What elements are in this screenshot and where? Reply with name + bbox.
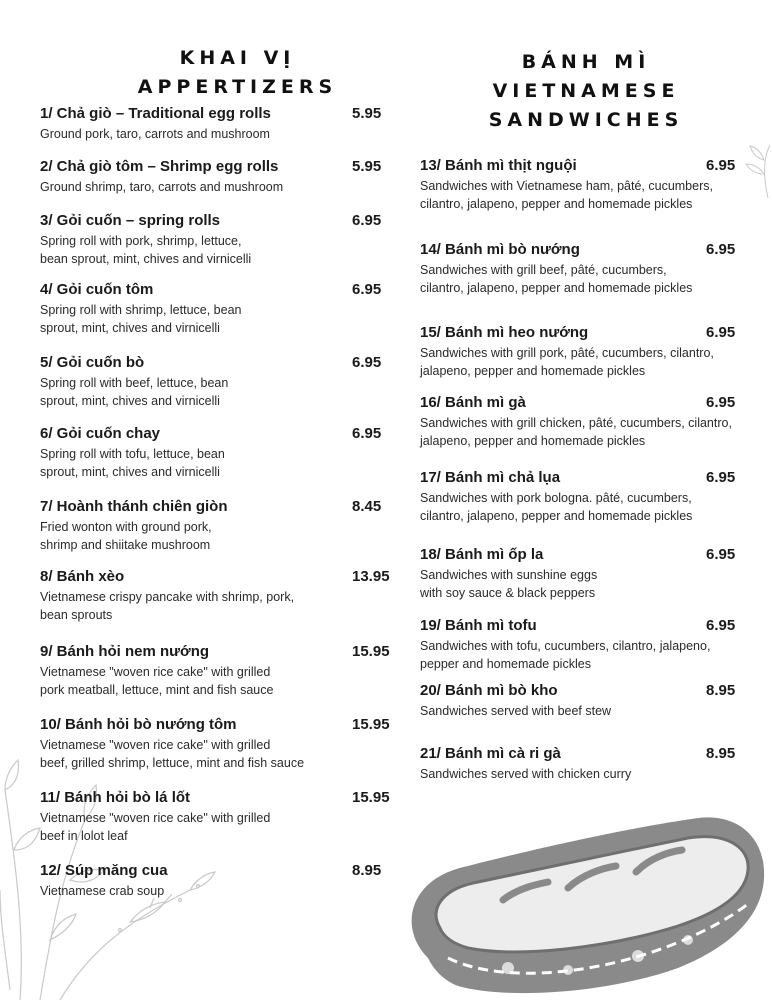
menu-item xyxy=(40,281,382,337)
menu-item-title: 9/ Bánh hỏi nem nướng xyxy=(40,643,210,660)
menu-item-description xyxy=(40,446,225,481)
menu-item xyxy=(420,682,736,721)
menu-item xyxy=(40,105,382,144)
menu-item-title: 17/ Bánh mì chả lụa xyxy=(420,469,561,486)
menu-item-title: 2/ Chả giò tôm – Shrimp egg rolls xyxy=(40,158,279,175)
menu-item-description xyxy=(420,766,631,784)
menu-item-price: 6.95 xyxy=(706,394,736,411)
menu-item-description-line: Ground pork, taro, carrots and mushroom xyxy=(40,127,270,141)
menu-item-description-line: Sandwiches with sunshine eggs xyxy=(420,568,598,582)
menu-item-description-line: cilantro, jalapeno, pepper and homemade pickles xyxy=(420,508,693,523)
menu-item xyxy=(420,745,736,784)
menu-item-price: 5.95 xyxy=(352,105,382,122)
menu-item-price: 15.95 xyxy=(352,789,390,806)
menu-item-description-line: Spring roll with shrimp, lettuce, bean xyxy=(40,303,242,317)
menu-item-description-line: Sandwiches with grill chicken, pâté, cucumbers, cilantro, xyxy=(420,416,732,430)
menu-item-description-line: Ground shrimp, taro, carrots and mushroom xyxy=(40,180,284,194)
menu-item-price: 8.95 xyxy=(706,745,736,762)
menu-item-description xyxy=(420,178,713,213)
menu-item-price: 6.95 xyxy=(706,469,736,486)
menu-item-description-line: bean sprouts xyxy=(40,607,113,622)
menu-item xyxy=(40,643,390,699)
banh-mi-heading-vi: BÁNH MÌ xyxy=(521,51,651,73)
menu-item-description-line: beef, grilled shrimp, lettuce, mint and fish sauce xyxy=(40,755,305,770)
menu-item xyxy=(40,212,382,268)
menu-item-title: 14/ Bánh mì bò nướng xyxy=(420,241,580,258)
menu-item-description-line: with soy sauce & black peppers xyxy=(420,585,596,600)
menu-item-title: 10/ Bánh hỏi bò nướng tôm xyxy=(40,716,237,733)
menu-item-description xyxy=(40,126,271,144)
menu-item-description-line: Vietnamese "woven rice cake" with grilled xyxy=(40,738,271,752)
menu-item xyxy=(40,425,382,481)
menu-item-price: 8.95 xyxy=(352,862,382,879)
menu-item xyxy=(40,862,382,901)
menu-item-description-line: jalapeno, pepper and homemade pickles xyxy=(420,433,646,448)
menu-item xyxy=(40,568,390,624)
menu-item-description xyxy=(40,233,251,268)
menu-item xyxy=(420,324,736,380)
menu-item xyxy=(40,789,390,845)
menu-item-description-line: sprout, mint, chives and virnicelli xyxy=(40,393,220,408)
banh-mi-heading xyxy=(400,48,772,135)
menu-item xyxy=(420,394,736,450)
menu-item-description-line: cilantro, jalapeno, pepper and homemade pickles xyxy=(420,280,693,295)
menu-item-title: 11/ Bánh hỏi bò lá lốt xyxy=(40,789,191,806)
menu-item-description xyxy=(40,883,168,901)
banh-mi-sandwich-illustration xyxy=(388,808,772,1000)
menu-item-price: 15.95 xyxy=(352,643,390,660)
menu-item-description xyxy=(420,567,597,602)
menu-item-description xyxy=(40,302,241,337)
menu-item-description xyxy=(40,810,270,845)
menu-item-title: 21/ Bánh mì cà ri gà xyxy=(420,745,561,762)
menu-item-price: 8.95 xyxy=(706,682,736,699)
menu-item-title: 12/ Súp măng cua xyxy=(40,862,168,879)
menu-item-title: 6/ Gỏi cuốn chay xyxy=(40,425,161,442)
menu-item-price: 6.95 xyxy=(706,324,736,341)
menu-item xyxy=(40,498,382,554)
banh-mi-heading-en-1: VIETNAMESE xyxy=(492,80,680,102)
menu-item-description-line: sprout, mint, chives and virnicelli xyxy=(40,464,220,479)
menu-item-description xyxy=(40,179,283,197)
menu-item-description-line: bean sprout, mint, chives and virnicelli xyxy=(40,251,252,266)
menu-item-title: 1/ Chả giò – Traditional egg rolls xyxy=(40,105,271,122)
menu-item-price: 6.95 xyxy=(352,354,382,371)
menu-item xyxy=(40,716,390,772)
menu-item-price: 6.95 xyxy=(706,157,736,174)
menu-item-description-line: Vietnamese "woven rice cake" with grilled xyxy=(40,811,271,825)
menu-item-description-line: pepper and homemade pickles xyxy=(420,656,591,671)
menu-item xyxy=(420,546,736,602)
menu-item-description xyxy=(40,375,228,410)
menu-item-price: 6.95 xyxy=(352,212,382,229)
menu-item-description xyxy=(420,415,732,450)
menu-item-description-line: pork meatball, lettuce, mint and fish sauce xyxy=(40,682,274,697)
menu-item-description-line: jalapeno, pepper and homemade pickles xyxy=(420,363,646,378)
leaf-sprig-icon xyxy=(742,140,772,200)
menu-item-description xyxy=(40,589,294,624)
menu-item-description-line: Sandwiches with pork bologna. pâté, cucumbers, xyxy=(420,491,692,505)
menu-item xyxy=(420,617,736,673)
menu-item-description-line: Sandwiches with grill pork, pâté, cucumbers, cilantro, xyxy=(420,346,714,360)
menu-item-title: 15/ Bánh mì heo nướng xyxy=(420,324,589,341)
menu-item-description-line: Sandwiches served with chicken curry xyxy=(420,767,632,781)
menu-item-description-line: Spring roll with tofu, lettuce, bean xyxy=(40,447,225,461)
menu-item-description-line: beef in lolot leaf xyxy=(40,828,128,843)
menu-item-description xyxy=(40,519,228,554)
menu-item-price: 8.45 xyxy=(352,498,382,515)
menu-item-description-line: Sandwiches with Vietnamese ham, pâté, cucumbers, xyxy=(420,179,713,193)
appetizers-heading-en: APPERTIZERS xyxy=(137,76,338,98)
menu-item-title: 19/ Bánh mì tofu xyxy=(420,617,537,634)
menu-item xyxy=(40,158,382,197)
menu-item xyxy=(420,241,736,297)
menu-item-description xyxy=(40,664,273,699)
menu-item-description-line: Vietnamese "woven rice cake" with grilled xyxy=(40,665,271,679)
menu-item-description-line: Fried wonton with ground pork, xyxy=(40,520,212,534)
menu-item-description-line: Sandwiches with grill beef, pâté, cucumbers, xyxy=(420,263,667,277)
menu-item-description-line: Spring roll with beef, lettuce, bean xyxy=(40,376,229,390)
menu-item-price: 15.95 xyxy=(352,716,390,733)
menu-item-description-line: Vietnamese crab soup xyxy=(40,884,165,898)
menu-item-description-line: sprout, mint, chives and virnicelli xyxy=(40,320,220,335)
menu-item-title: 7/ Hoành thánh chiên giòn xyxy=(40,498,228,515)
menu-item-description xyxy=(420,490,692,525)
menu-item-description-line: Spring roll with pork, shrimp, lettuce, xyxy=(40,234,242,248)
menu-item-title: 3/ Gỏi cuốn – spring rolls xyxy=(40,212,221,229)
menu-item-price: 5.95 xyxy=(352,158,382,175)
menu-item-description-line: cilantro, jalapeno, pepper and homemade pickles xyxy=(420,196,693,211)
menu-item-title: 16/ Bánh mì gà xyxy=(420,394,526,411)
menu-item-price: 6.95 xyxy=(352,281,382,298)
menu-item-title: 13/ Bánh mì thịt nguội xyxy=(420,157,577,174)
menu-item-description-line: Sandwiches with tofu, cucumbers, cilantro, jalapeno, xyxy=(420,639,711,653)
menu-item-price: 13.95 xyxy=(352,568,390,585)
menu-item-price: 6.95 xyxy=(706,241,736,258)
menu-item xyxy=(420,157,736,213)
menu-item-price: 6.95 xyxy=(352,425,382,442)
menu-item-description xyxy=(420,262,692,297)
menu-item-description-line: Vietnamese crispy pancake with shrimp, pork, xyxy=(40,590,295,604)
menu-item-description xyxy=(420,345,714,380)
menu-item-description-line: Sandwiches served with beef stew xyxy=(420,704,612,718)
appetizers-heading xyxy=(75,44,400,102)
menu-item-price: 6.95 xyxy=(706,617,736,634)
menu-item-description xyxy=(420,703,611,721)
menu-item xyxy=(40,354,382,410)
menu-item-title: 8/ Bánh xèo xyxy=(40,568,125,585)
menu-item-price: 6.95 xyxy=(706,546,736,563)
menu-item-title: 5/ Gỏi cuốn bò xyxy=(40,354,145,371)
banh-mi-heading-en-2: SANDWICHES xyxy=(488,109,684,131)
appetizers-heading-vi: KHAI VỊ xyxy=(179,47,296,69)
menu-item-description-line: shrimp and shiitake mushroom xyxy=(40,537,211,552)
menu-item xyxy=(420,469,736,525)
menu-item-description xyxy=(420,638,710,673)
menu-item-title: 20/ Bánh mì bò kho xyxy=(420,682,558,699)
menu-item-title: 18/ Bánh mì ốp la xyxy=(420,546,544,563)
menu-item-description xyxy=(40,737,304,772)
menu-item-title: 4/ Gỏi cuốn tôm xyxy=(40,281,154,298)
